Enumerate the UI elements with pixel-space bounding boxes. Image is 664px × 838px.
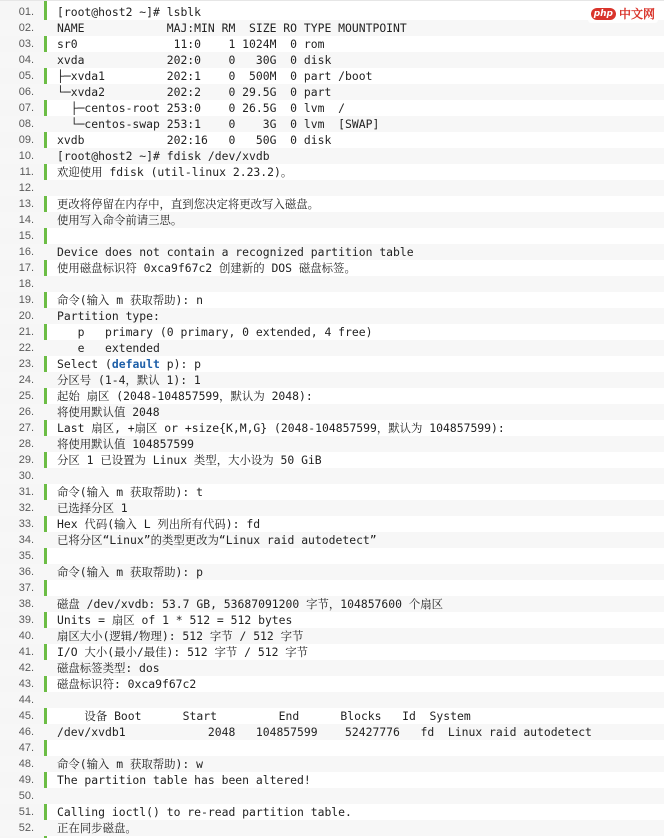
code-line	[0, 548, 664, 564]
line-text: 命令(输入 m 获取帮助): p	[57, 565, 203, 579]
line-number: 48.	[18, 758, 34, 770]
line-number: 30.	[18, 470, 34, 482]
php-logo-badge: php	[591, 8, 616, 20]
line-text: 命令(输入 m 获取帮助): w	[57, 757, 203, 771]
code-lines	[0, 4, 664, 836]
line-number: 52.	[18, 822, 34, 834]
code-line	[0, 756, 664, 772]
line-number: 07.	[18, 102, 34, 114]
line-text: p primary (0 primary, 0 extended, 4 free)	[57, 325, 373, 339]
line-number: 05.	[18, 70, 34, 82]
code-line	[0, 628, 664, 644]
code-line	[0, 308, 664, 324]
line-text	[57, 356, 201, 372]
code-line	[0, 484, 664, 500]
line-number: 39.	[18, 614, 34, 626]
line-number: 01.	[18, 6, 34, 18]
code-line	[0, 244, 664, 260]
code-line	[0, 372, 664, 388]
line-text: 命令(输入 m 获取帮助): n	[57, 293, 203, 307]
code-line	[0, 404, 664, 420]
code-line	[0, 612, 664, 628]
line-number: 23.	[18, 358, 34, 370]
line-text: 命令(输入 m 获取帮助): t	[57, 485, 203, 499]
line-text: 已将分区“Linux”的类型更改为“Linux raid autodetect”	[57, 533, 377, 547]
code-line	[0, 292, 664, 308]
line-number: 40.	[18, 630, 34, 642]
line-text: 使用磁盘标识符 0xca9f67c2 创建新的 DOS 磁盘标签。	[57, 261, 356, 275]
line-number: 25.	[18, 390, 34, 402]
line-text: 磁盘 /dev/xvdb: 53.7 GB, 53687091200 字节，104857600 个扇区	[57, 597, 444, 611]
code-line	[0, 20, 664, 36]
line-number: 43.	[18, 678, 34, 690]
code-line	[0, 100, 664, 116]
line-text: Last 扇区, +扇区 or +size{K,M,G} (2048-104857599，默认为 104857599):	[57, 421, 505, 435]
line-text: /dev/xvdb1 2048 104857599 52427776 fd Linux raid autodetect	[57, 725, 592, 739]
line-number: 29.	[18, 454, 34, 466]
line-text: [root@host2 ~]# lsblk	[57, 5, 202, 19]
line-text: Units = 扇区 of 1 * 512 = 512 bytes	[57, 613, 293, 627]
line-text: sr0 11:0 1 1024M 0 rom	[57, 37, 325, 51]
line-number: 19.	[18, 294, 34, 306]
line-number: 14.	[18, 214, 34, 226]
line-number: 02.	[18, 22, 34, 34]
line-text: 起始 扇区 (2048-104857599，默认为 2048):	[57, 389, 313, 403]
code-line	[0, 468, 664, 484]
line-number: 21.	[18, 326, 34, 338]
code-line	[0, 212, 664, 228]
line-text: Hex 代码(输入 L 列出所有代码): fd	[57, 517, 261, 531]
line-text: Partition type:	[57, 309, 160, 323]
line-number: 49.	[18, 774, 34, 786]
line-text: xvdb 202:16 0 50G 0 disk	[57, 133, 332, 147]
line-text: 分区号 (1-4，默认 1): 1	[57, 373, 201, 387]
code-line	[0, 740, 664, 756]
line-text: 磁盘标签类型: dos	[57, 661, 160, 675]
line-text-segment: Select (	[57, 357, 112, 371]
code-line	[0, 820, 664, 836]
code-line	[0, 724, 664, 740]
line-number: 10.	[18, 150, 34, 162]
line-number: 47.	[18, 742, 34, 754]
line-number: 45.	[18, 710, 34, 722]
line-number: 12.	[18, 182, 34, 194]
code-line	[0, 532, 664, 548]
code-line	[0, 324, 664, 340]
line-text: 将使用默认值 2048	[57, 405, 160, 419]
line-number: 28.	[18, 438, 34, 450]
code-line	[0, 340, 664, 356]
line-text: 磁盘标识符: 0xca9f67c2	[57, 677, 197, 691]
line-text: [root@host2 ~]# fdisk /dev/xvdb	[57, 149, 270, 163]
line-number: 22.	[18, 342, 34, 354]
code-line	[0, 804, 664, 820]
code-line	[0, 260, 664, 276]
line-text-segment: p): p	[159, 357, 202, 371]
line-number: 26.	[18, 406, 34, 418]
line-text: 已选择分区 1	[57, 501, 128, 515]
code-line	[0, 692, 664, 708]
line-number: 50.	[18, 790, 34, 802]
code-line	[0, 4, 664, 20]
code-line	[0, 52, 664, 68]
line-text: ├─centos-root 253:0 0 26.5G 0 lvm /	[57, 101, 346, 115]
line-text: Calling ioctl() to re-read partition table.	[57, 805, 352, 819]
code-line	[0, 180, 664, 196]
code-line	[0, 164, 664, 180]
code-line	[0, 276, 664, 292]
code-line	[0, 516, 664, 532]
line-text: Device does not contain a recognized partition table	[57, 245, 414, 259]
line-number: 06.	[18, 86, 34, 98]
watermark-text: 中文网	[618, 7, 655, 21]
code-line	[0, 436, 664, 452]
code-line	[0, 388, 664, 404]
keyword-highlight: default	[111, 357, 160, 371]
line-number: 38.	[18, 598, 34, 610]
line-number: 20.	[18, 310, 34, 322]
line-number: 27.	[18, 422, 34, 434]
line-text: 扇区大小(逻辑/物理): 512 字节 / 512 字节	[57, 629, 304, 643]
line-number: 09.	[18, 134, 34, 146]
code-line	[0, 36, 664, 52]
line-number: 04.	[18, 54, 34, 66]
line-number: 31.	[18, 486, 34, 498]
line-text: 将使用默认值 104857599	[57, 437, 194, 451]
line-text: NAME MAJ:MIN RM SIZE RO TYPE MOUNTPOINT	[57, 21, 407, 35]
code-line	[0, 596, 664, 612]
line-text: └─xvda2 202:2 0 29.5G 0 part	[57, 85, 332, 99]
code-line	[0, 420, 664, 436]
code-line	[0, 564, 664, 580]
line-text: 更改将停留在内存中，直到您决定将更改写入磁盘。	[57, 197, 319, 211]
code-line	[0, 708, 664, 724]
line-number: 15.	[18, 230, 34, 242]
code-line	[0, 228, 664, 244]
code-line	[0, 644, 664, 660]
line-number: 13.	[18, 198, 34, 210]
line-number: 16.	[18, 246, 34, 258]
line-number: 36.	[18, 566, 34, 578]
code-line	[0, 148, 664, 164]
line-text: ├─xvda1 202:1 0 500M 0 part /boot	[57, 69, 373, 83]
line-text: 设备 Boot Start End Blocks Id System	[57, 709, 471, 723]
line-number: 41.	[18, 646, 34, 658]
line-text: 使用写入命令前请三思。	[57, 213, 183, 227]
line-text: └─centos-swap 253:1 0 3G 0 lvm [SWAP]	[57, 117, 380, 131]
code-line	[0, 132, 664, 148]
line-number: 34.	[18, 534, 34, 546]
code-line	[0, 772, 664, 788]
code-line	[0, 84, 664, 100]
code-line	[0, 500, 664, 516]
php-cn-watermark	[588, 4, 658, 23]
line-number: 33.	[18, 518, 34, 530]
line-number: 35.	[18, 550, 34, 562]
line-text: 正在同步磁盘。	[57, 821, 137, 835]
code-line	[0, 580, 664, 596]
line-text: I/O 大小(最小/最佳): 512 字节 / 512 字节	[57, 645, 309, 659]
code-line	[0, 660, 664, 676]
line-number: 32.	[18, 502, 34, 514]
line-number: 08.	[18, 118, 34, 130]
code-line	[0, 676, 664, 692]
line-number: 46.	[18, 726, 34, 738]
line-number: 51.	[18, 806, 34, 818]
code-line	[0, 196, 664, 212]
line-number: 17.	[18, 262, 34, 274]
line-text: 欢迎使用 fdisk (util-linux 2.23.2)。	[57, 165, 293, 179]
line-text: The partition table has been altered!	[57, 773, 311, 787]
line-number: 11.	[19, 166, 34, 178]
line-number: 42.	[18, 662, 34, 674]
line-text: xvda 202:0 0 30G 0 disk	[57, 53, 332, 67]
code-line	[0, 68, 664, 84]
code-line	[0, 356, 664, 372]
line-number: 24.	[18, 374, 34, 386]
line-number: 18.	[18, 278, 34, 290]
code-line	[0, 788, 664, 804]
line-number: 03.	[18, 38, 34, 50]
line-number: 44.	[18, 694, 34, 706]
code-line	[0, 116, 664, 132]
code-line	[0, 452, 664, 468]
line-number: 37.	[18, 582, 34, 594]
line-text: e extended	[57, 341, 160, 355]
line-text: 分区 1 已设置为 Linux 类型，大小设为 50 GiB	[57, 453, 322, 467]
